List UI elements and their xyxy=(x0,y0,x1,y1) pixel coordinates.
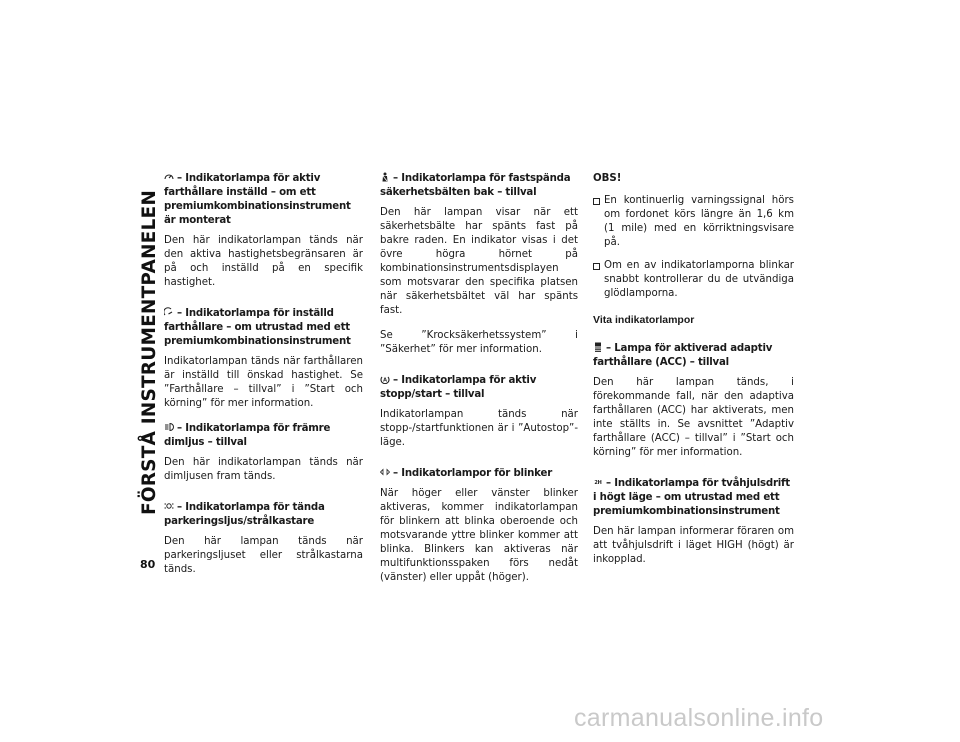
note-list xyxy=(593,194,794,301)
body-cruise-active: Den här indikatorlampan tänds när den aktiva hastighetsbegränsaren är på och inställd på en specifik hastighet. xyxy=(164,235,363,288)
heading-front-fog: – Indikatorlampa för främre dimljus – tillval xyxy=(164,423,331,448)
heading-cruise-set: – Indikatorlampa för inställd farthållare – om utrustad med ett premiumkombinationsinstrument xyxy=(164,308,351,347)
acc-icon xyxy=(593,342,603,352)
heading-cruise-active: – Indikatorlampa för aktiv farthållare inställd – om ett premiumkombinationsinstrument är monterat xyxy=(164,173,351,226)
body-seatbelt-rear-ref: Se ”Krocksäkerhetssystem” i ”Säkerhet” för mer information. xyxy=(380,330,578,355)
svg-text:A: A xyxy=(383,377,387,384)
list-item: Om en av indikatorlamporna blinkar snabbt kontrollerar du de utvändiga glödlamporna. xyxy=(593,259,794,301)
front-fog-light-icon xyxy=(164,422,174,432)
2wd-high-icon xyxy=(593,477,603,487)
column-2 xyxy=(380,172,578,596)
stop-start-icon xyxy=(380,374,390,384)
body-cruise-set: Indikatorlampan tänds när farthållaren är inställd till önskad hastighet. Se ”Farthållare – tillval” i ”Start och körning” för mer information. xyxy=(164,356,363,409)
body-acc: Den här lampan tänds, i förekommande fall, när den adaptiva farthållaren (ACC) har aktiverats, men inte ställts in. Se avsnittet ”Adaptiv farthållare (ACC) – tillval” i ”Start och körning” för mer information. xyxy=(593,377,794,458)
heading-seatbelt-rear: – Indikatorlampa för fastspända säkerhetsbälten bak – tillval xyxy=(380,173,571,198)
turn-signal-icon xyxy=(380,467,390,477)
cruise-control-active-icon xyxy=(164,172,174,182)
heading-stop-start: A – Indikatorlampa för aktiv stopp/start – tillval xyxy=(380,375,537,400)
heading-turn-signal: – Indikatorlampor för blinker xyxy=(380,467,578,481)
svg-text:2H: 2H xyxy=(594,480,602,486)
heading-2wd-high: 2H – Indikatorlampa för tvåhjulsdrift i högt läge – om utrustad med ett premiumkombinationsinstrument xyxy=(593,478,790,517)
note-label: OBS! xyxy=(593,173,622,184)
list-item: En kontinuerlig varningssignal hörs om fordonet körs längre än 1,6 km (1 mile) med en körriktningsvisare på. xyxy=(593,194,794,250)
body-2wd-high: Den här lampan informerar föraren om att tvåhjulsdrift i läget HIGH (högt) är inkopplad. xyxy=(593,526,794,565)
heading-acc: – Lampa för aktiverad adaptiv farthållare (ACC) – tillval xyxy=(593,343,773,368)
cruise-control-set-icon xyxy=(164,307,174,317)
section-title: Vita indikatorlampor xyxy=(593,314,695,326)
column-1 xyxy=(164,172,363,588)
body-stop-start: Indikatorlampan tänds när stopp-/startfunktionen är i ”Autostop”-läge. xyxy=(380,409,578,448)
chapter-side-title xyxy=(136,172,164,532)
heading-parking-light: – Indikatorlampa för tända parkeringsljus/strålkastare xyxy=(164,502,325,527)
body-seatbelt-rear: Den här lampan visar när ett säkerhetsbälte har spänts fast på bakre raden. En indikator visas i det övre högra hörnet på kombinationsinstrumentsdisplayen som motsvarar den specifika platsen när säkerhetsbältet väl har spänts fast. xyxy=(380,207,578,316)
column-3 xyxy=(593,172,794,578)
body-parking-light: Den här lampan tänds när parkeringsljuset eller strålkastarna tänds. xyxy=(164,536,363,575)
page-number: 80 xyxy=(140,558,156,571)
watermark: carmanualsonline.info xyxy=(574,704,824,732)
chapter-title-text: FÖRSTÅ INSTRUMENTPANELEN xyxy=(139,189,161,515)
body-front-fog: Den här indikatorlampan tänds när dimljusen fram tänds. xyxy=(164,457,363,482)
parking-light-icon xyxy=(164,501,174,511)
seatbelt-rear-icon xyxy=(380,172,390,182)
body-turn-signal: När höger eller vänster blinker aktiveras, kommer indikatorlampan för blinkern att blinka oberoende och motsvarande yttre blinker kommer att blinka. Blinkers kan aktiveras när multifunktionsspaken förs nedåt (vänster) eller uppåt (höger). xyxy=(380,488,578,583)
